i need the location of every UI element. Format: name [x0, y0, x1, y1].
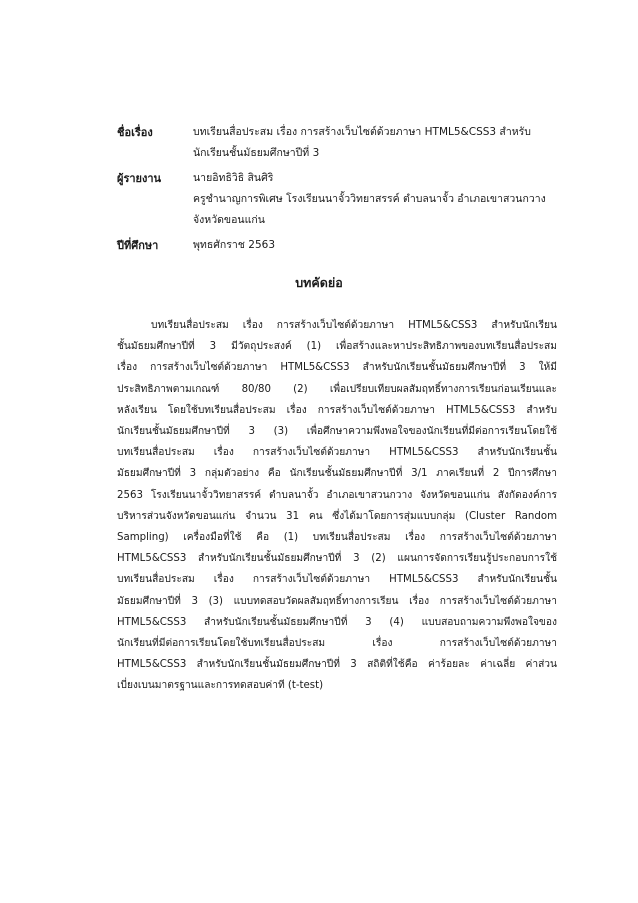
reporter-row: [117, 168, 557, 231]
reporter-value: [193, 168, 557, 231]
abstract-line: บทเรียนสื่อประสม เรื่อง การสร้างเว็บไซต์ด้วยภาษา HTML5&CSS3 สำหรับนักเรียน: [151, 320, 557, 331]
abstract-body: [117, 315, 557, 697]
reporter-line: นายอิทธิวิธิ สินศิริ: [193, 172, 274, 184]
abstract-line: นักเรียนที่มีต่อการเรียนโดยใช้บทเรียนสื่อประสม เรื่อง การสร้างเว็บไซต์ด้วยภาษา: [117, 638, 557, 650]
abstract-line: HTML5&CSS3 สำหรับนักเรียนชั้นมัธยมศึกษาปีที่ 3 สถิติที่ใช้คือ ค่าร้อยละ ค่าเฉลี่ย ค่าส่วน: [117, 659, 557, 671]
abstract-line: Sampling) เครื่องมือที่ใช้ คือ (1) บทเรียนสื่อประสม เรื่อง การสร้างเว็บไซต์ด้วยภาษา: [117, 532, 557, 544]
abstract-line: HTML5&CSS3 สำหรับนักเรียนชั้นมัธยมศึกษาปีที่ 3 (2) แผนการจัดการเรียนรู้ประกอบการใช้: [117, 553, 557, 565]
abstract-line: เบี่ยงเบนมาตรฐานและการทดสอบค่าที (t-test): [117, 680, 324, 692]
abstract-title: บทคัดย่อ: [295, 275, 343, 290]
report-metadata: [117, 122, 557, 260]
abstract-line: บทเรียนสื่อประสม เรื่อง การสร้างเว็บไซต์ด้วยภาษา HTML5&CSS3 สำหรับนักเรียนชั้น: [117, 447, 557, 459]
abstract-line: มัธยมศึกษาปีที่ 3 (3) แบบทดสอบวัดผลสัมฤทธิ์ทางการเรียน เรื่อง การสร้างเว็บไซต์ด้วยภาษา: [117, 595, 557, 607]
topic-line: บทเรียนสื่อประสม เรื่อง การสร้างเว็บไซต์ด้วยภาษา HTML5&CSS3 สำหรับ: [193, 126, 531, 138]
year-label: ปีที่ศึกษา: [117, 239, 159, 252]
year-value: พุทธศักราช 2563: [193, 239, 275, 251]
topic-label: ชื่อเรื่อง: [117, 126, 153, 139]
abstract-line: HTML5&CSS3 สำหรับนักเรียนชั้นมัธยมศึกษาปีที่ 3 (4) แบบสอบถามความพึงพอใจของ: [117, 616, 557, 628]
abstract-line: บทเรียนสื่อประสม เรื่อง การสร้างเว็บไซต์ด้วยภาษา HTML5&CSS3 สำหรับนักเรียนชั้น: [117, 574, 557, 586]
abstract-line: ประสิทธิภาพตามเกณฑ์ 80/80 (2) เพื่อเปรียบเทียบผลสัมฤทธิ์ทางการเรียนก่อนเรียนและ: [117, 383, 557, 395]
abstract-line: 2563 โรงเรียนนาจั้ววิทยาสรรค์ ตำบลนาจั้ว อำเภอเขาสวนกวาง จังหวัดขอนแก่น สังกัดองค์การ: [117, 489, 557, 501]
abstract-line: เรื่อง การสร้างเว็บไซต์ด้วยภาษา HTML5&CSS3 สำหรับนักเรียนชั้นมัธยมศึกษาปีที่ 3 ให้มี: [117, 362, 557, 374]
abstract-line: มัธยมศึกษาปีที่ 3 กลุ่มตัวอย่าง คือ นักเรียนชั้นมัธยมศึกษาปีที่ 3/1 ภาคเรียนที่ 2 ปีการศึกษา: [117, 468, 557, 480]
reporter-line: จังหวัดขอนแก่น: [193, 214, 265, 226]
abstract-line: นักเรียนชั้นมัธยมศึกษาปีที่ 3 (3) เพื่อศึกษาความพึงพอใจของนักเรียนที่มีต่อการเรียนโดยใช้: [117, 426, 557, 438]
topic-row: [117, 122, 557, 164]
year-value-wrap: [193, 235, 557, 256]
topic-line: นักเรียนชั้นมัธยมศึกษาปีที่ 3: [193, 147, 320, 159]
reporter-label: ผู้รายงาน: [117, 172, 162, 185]
topic-value: [193, 122, 557, 164]
abstract-line: หลังเรียน โดยใช้บทเรียนสื่อประสม เรื่อง การสร้างเว็บไซต์ด้วยภาษา HTML5&CSS3 สำหรับ: [117, 404, 557, 416]
abstract-line: บริหารส่วนจังหวัดขอนแก่น จำนวน 31 คน ซึ่งได้มาโดยการสุ่มแบบกลุ่ม (Cluster Random: [117, 510, 557, 522]
abstract-line: ชั้นมัธยมศึกษาปีที่ 3 มีวัตถุประสงค์ (1) เพื่อสร้างและหาประสิทธิภาพของบทเรียนสื่อประสม: [117, 341, 557, 353]
reporter-line: ครูชำนาญการพิเศษ โรงเรียนนาจั้ววิทยาสรรค์ ตำบลนาจั้ว อำเภอเขาสวนกวาง: [193, 193, 546, 205]
year-row: [117, 235, 557, 256]
